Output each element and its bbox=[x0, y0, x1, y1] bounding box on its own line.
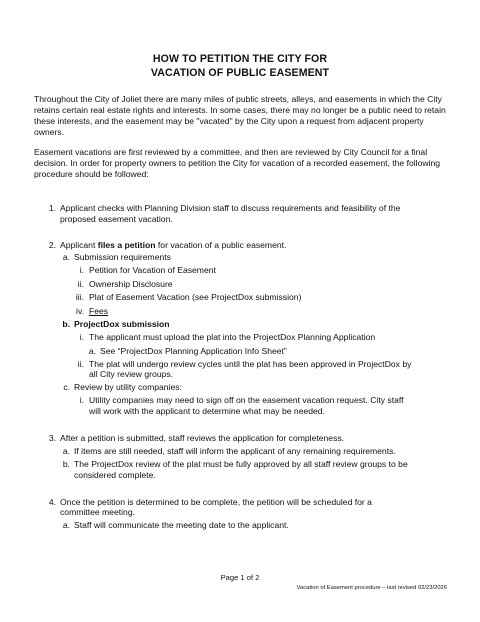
step-3b-text-line-1: The ProjectDox review of the plat must be fully approved by all staff review groups to be bbox=[74, 459, 408, 469]
step-2a-i-marker: i. bbox=[79, 265, 84, 275]
document-title-line-1: HOW TO PETITION THE CITY FOR bbox=[152, 53, 328, 65]
step-2-text-pre: Applicant bbox=[60, 240, 98, 250]
step-4-marker: 4. bbox=[48, 497, 56, 507]
step-4-text-line-1: Once the petition is determined to be complete, the petition will be scheduled for a bbox=[60, 497, 372, 507]
step-1-marker: 1. bbox=[48, 203, 56, 213]
step-2a-i-text: Petition for Vacation of Easement bbox=[89, 265, 216, 275]
step-1-text-line-1: Applicant checks with Planning Division staff to discuss requirements and feasibility of the bbox=[60, 203, 401, 213]
page-number: Page 1 of 2 bbox=[220, 573, 260, 582]
revision-note: Vacation of Easement procedure – last revised 02/23/2026 bbox=[296, 585, 447, 591]
fees-link[interactable]: Fees bbox=[89, 306, 109, 316]
step-2c-i-marker: i. bbox=[79, 395, 84, 405]
step-2b-i-marker: i. bbox=[79, 332, 84, 342]
step-2c-text: Review by utility companies: bbox=[74, 382, 182, 392]
step-4-text-line-2: committee meeting. bbox=[60, 507, 135, 517]
step-2a-ii-marker: ii. bbox=[77, 279, 84, 289]
step-2a-marker: a. bbox=[62, 252, 70, 262]
step-2b-i-a-marker: a. bbox=[88, 346, 96, 356]
step-2c-i-text-line-1: Utility companies may need to sign off on the easement vacation request. City staff bbox=[89, 395, 404, 405]
step-3-text: After a petition is submitted, staff reviews the application for completeness. bbox=[60, 433, 345, 443]
step-2a-iii-text: Plat of Easement Vacation (see ProjectDox submission) bbox=[89, 292, 302, 302]
step-2b-ii-text-line-1: The plat will undergo review cycles until the plat has been approved in ProjectDox by bbox=[89, 359, 412, 369]
step-2-text bbox=[60, 240, 286, 251]
intro-paragraph-2: Easement vacations are first reviewed by a committee, and then are reviewed by City Council for a final decision. In order for property owners to petition the City for vacation of a recorded easement, the following procedure should be followed: bbox=[34, 147, 441, 179]
step-3-marker: 3. bbox=[48, 433, 56, 443]
step-2-text-bold: files a petition bbox=[97, 240, 156, 250]
step-2c-marker: c. bbox=[63, 382, 70, 392]
step-2b-text: ProjectDox submission bbox=[74, 319, 170, 329]
step-2-text-post: for vacation of a public easement. bbox=[155, 240, 287, 250]
step-3b-marker: b. bbox=[62, 459, 70, 469]
step-2b-ii-text-line-2: all City review groups. bbox=[89, 369, 174, 379]
step-2-marker: 2. bbox=[48, 240, 56, 250]
step-2b-ii-marker: ii. bbox=[77, 359, 84, 369]
step-2a-ii-text: Ownership Disclosure bbox=[89, 279, 173, 289]
step-4a-text: Staff will communicate the meeting date to the applicant. bbox=[74, 520, 289, 530]
step-2b-i-text: The applicant must upload the plat into the ProjectDox Planning Application bbox=[89, 332, 376, 342]
step-4a-marker: a. bbox=[62, 520, 70, 530]
step-1-text-line-2: proposed easement vacation. bbox=[60, 214, 173, 224]
step-3a-text: If items are still needed, staff will inform the applicant of any remaining requirements. bbox=[74, 446, 396, 456]
step-2a-text: Submission requirements bbox=[74, 252, 171, 262]
step-2c-i-text-line-2: will work with the applicant to determine what may be needed. bbox=[89, 406, 325, 416]
step-2b-i-a-text: See “ProjectDox Planning Application Info Sheet” bbox=[100, 346, 287, 356]
step-2a-iv-marker: iv. bbox=[76, 306, 84, 316]
step-2b-marker: b. bbox=[62, 319, 70, 329]
step-3b-text-line-2: considered complete. bbox=[74, 470, 156, 480]
intro-paragraph-1: Throughout the City of Joliet there are many miles of public streets, alleys, and easements in which the City retains certain real estate rights and interests. In some cases, there may no longer be a public need to retain these interests, and the easement may be "vacated" by the City upon a request from adjacent property owners. bbox=[34, 94, 446, 137]
document-title-line-2: VACATION OF PUBLIC EASEMENT bbox=[150, 67, 330, 79]
step-3a-marker: a. bbox=[62, 446, 70, 456]
step-2a-iii-marker: iii. bbox=[75, 292, 84, 302]
